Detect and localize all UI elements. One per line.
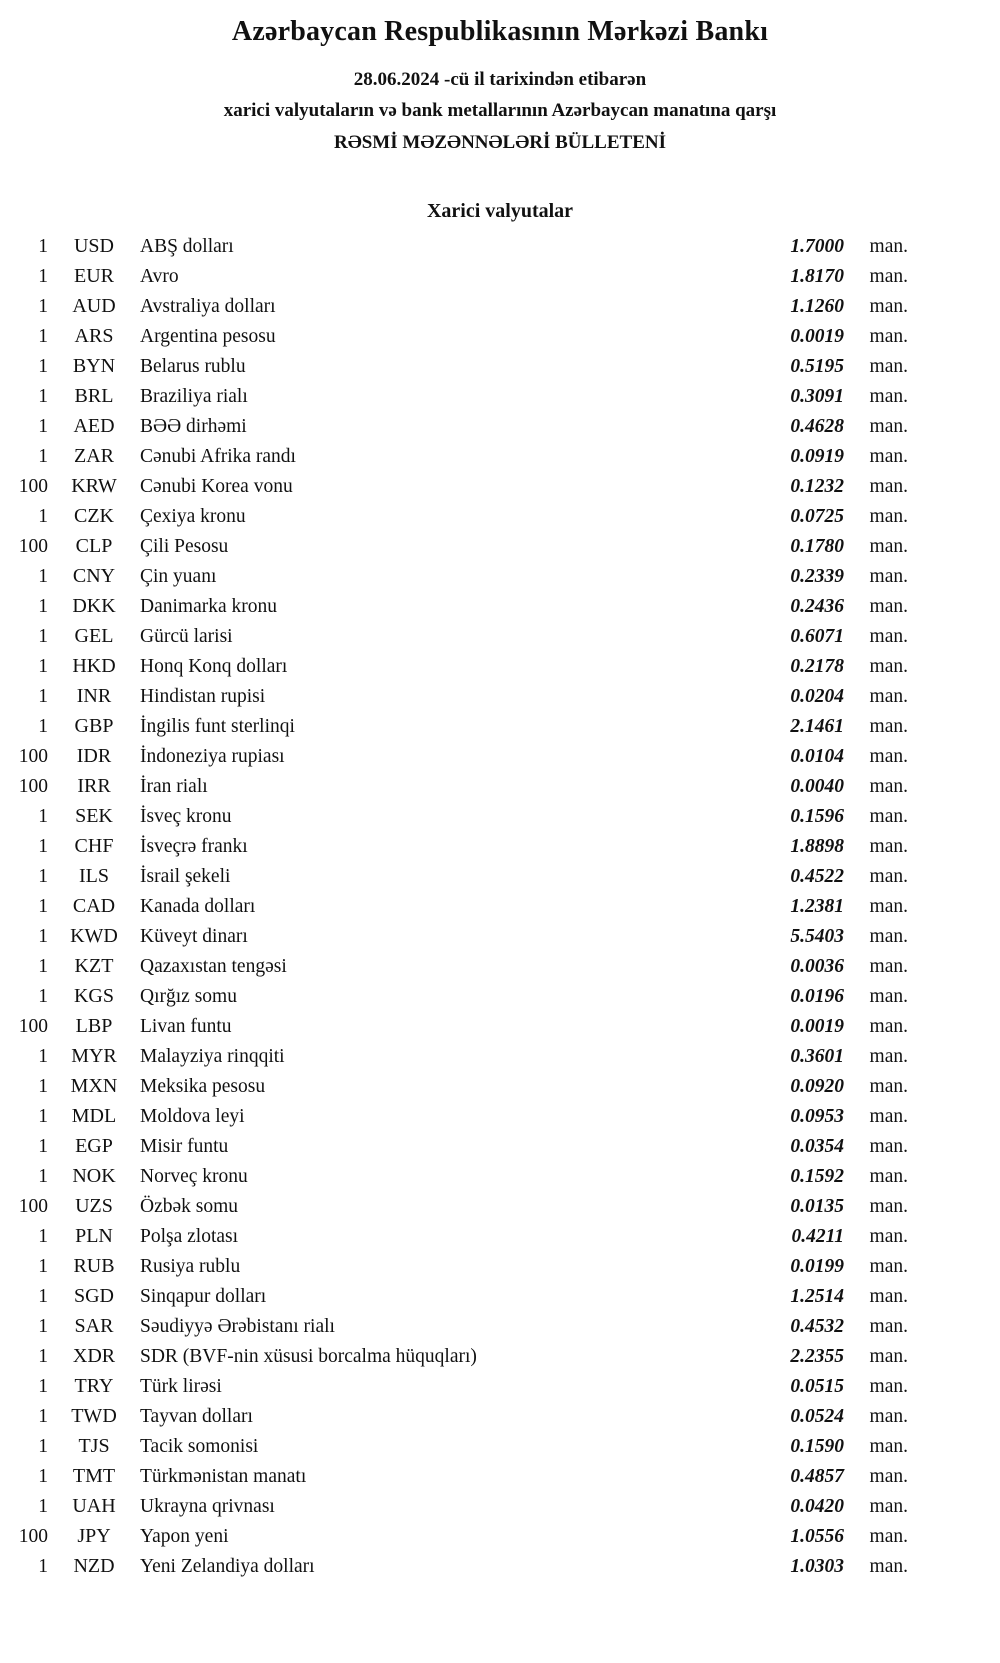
section-title-foreign-currencies: Xarici valyutalar [426,200,574,223]
table-row [6,1041,908,1071]
table-row [6,1401,908,1431]
table-row [6,1101,908,1131]
nominal-cell: 100 [18,536,48,558]
currency-code-cell: TJS [78,1435,110,1458]
rate-cell: 0.0919 [790,446,844,468]
currency-name-cell: Yeni Zelandiya dolları [140,1556,315,1578]
table-row [6,741,908,771]
rate-cell: 0.4211 [791,1226,844,1248]
unit-cell: man. [869,506,908,528]
currency-code-cell: NZD [73,1555,115,1578]
nominal-cell: 100 [18,776,48,798]
currency-name-cell: Qırğız somu [140,986,237,1008]
table-row [6,771,908,801]
currency-code-cell: UZS [75,1195,113,1218]
currency-code-cell: MYR [71,1045,117,1068]
unit-cell: man. [869,1166,908,1188]
unit-cell: man. [869,356,908,378]
rate-cell: 0.3601 [790,1046,844,1068]
currency-code-cell: KRW [71,475,117,498]
currency-code-cell: AED [73,415,115,438]
unit-cell: man. [869,776,908,798]
unit-cell: man. [869,986,908,1008]
table-row [6,501,908,531]
table-row [6,1281,908,1311]
currency-code-cell: ARS [74,325,114,348]
table-row [6,681,908,711]
currency-name-cell: Tayvan dolları [140,1406,253,1428]
table-row [6,1161,908,1191]
nominal-cell: 1 [38,1406,48,1428]
unit-cell: man. [869,746,908,768]
currency-name-cell: Türk lirəsi [140,1376,222,1398]
currency-name-cell: Gürcü larisi [140,626,233,648]
unit-cell: man. [869,1046,908,1068]
currency-name-cell: Çin yuanı [140,566,217,588]
currency-name-cell: İndoneziya rupiası [140,746,285,768]
unit-cell: man. [869,1466,908,1488]
currency-code-cell: SAR [74,1315,114,1338]
nominal-cell: 1 [38,656,48,678]
unit-cell: man. [869,866,908,888]
currency-name-cell: İsrail şekeli [140,866,231,888]
currency-name-cell: Kanada dolları [140,896,256,918]
unit-cell: man. [869,716,908,738]
table-row [6,651,908,681]
nominal-cell: 1 [38,956,48,978]
rate-cell: 1.8170 [790,266,844,288]
currency-name-cell: Səudiyyə Ərəbistanı rialı [140,1316,335,1338]
rate-cell: 1.2514 [790,1286,844,1308]
table-row [6,1551,908,1581]
unit-cell: man. [869,1076,908,1098]
currency-code-cell: MDL [71,1105,117,1128]
currency-name-cell: Danimarka kronu [140,596,277,618]
rate-cell: 0.1592 [790,1166,844,1188]
table-row [6,1011,908,1041]
nominal-cell: 1 [38,296,48,318]
currency-name-cell: Honq Konq dolları [140,656,288,678]
nominal-cell: 1 [38,896,48,918]
table-row [6,1131,908,1161]
nominal-cell: 1 [38,1346,48,1368]
rate-cell: 0.0354 [790,1136,844,1158]
rate-cell: 0.0953 [790,1106,844,1128]
rate-cell: 1.1260 [790,296,844,318]
unit-cell: man. [869,1346,908,1368]
table-row [6,411,908,441]
nominal-cell: 1 [38,1466,48,1488]
nominal-cell: 100 [18,476,48,498]
currency-code-cell: CLP [75,535,113,558]
currency-code-cell: CAD [72,895,116,918]
table-row [6,831,908,861]
currency-name-cell: Çexiya kronu [140,506,246,528]
rate-cell: 0.0920 [790,1076,844,1098]
nominal-cell: 1 [38,416,48,438]
currency-name-cell: Avro [140,266,179,288]
table-row [6,861,908,891]
currency-code-cell: TWD [71,1405,117,1428]
rate-cell: 0.1590 [790,1436,844,1458]
unit-cell: man. [869,1406,908,1428]
currency-name-cell: Moldova leyi [140,1106,245,1128]
currency-name-cell: Ukrayna qrivnası [140,1496,275,1518]
bulletin-header [0,16,1000,158]
currency-code-cell: XDR [72,1345,116,1368]
rate-cell: 2.1461 [790,716,844,738]
currency-name-cell: Livan funtu [140,1016,232,1038]
unit-cell: man. [869,626,908,648]
unit-cell: man. [869,476,908,498]
table-row [6,1461,908,1491]
rate-cell: 0.0040 [790,776,844,798]
nominal-cell: 1 [38,446,48,468]
nominal-cell: 1 [38,866,48,888]
nominal-cell: 1 [38,1286,48,1308]
table-row [6,261,908,291]
nominal-cell: 1 [38,1556,48,1578]
currency-code-cell: GEL [74,625,114,648]
unit-cell: man. [869,596,908,618]
currency-code-cell: SGD [73,1285,114,1308]
nominal-cell: 1 [38,1256,48,1278]
currency-code-cell: AUD [72,295,116,318]
unit-cell: man. [869,236,908,258]
rate-cell: 0.1780 [790,536,844,558]
unit-cell: man. [869,896,908,918]
nominal-cell: 100 [18,746,48,768]
table-row [6,471,908,501]
rate-cell: 1.8898 [790,836,844,858]
unit-cell: man. [869,836,908,858]
currency-code-cell: KGS [73,985,114,1008]
unit-cell: man. [869,806,908,828]
currency-name-cell: Qazaxıstan tengəsi [140,956,287,978]
currency-name-cell: Küveyt dinarı [140,926,248,948]
rate-cell: 0.1232 [790,476,844,498]
unit-cell: man. [869,446,908,468]
currency-name-cell: SDR (BVF-nin xüsusi borcalma hüquqları) [140,1346,477,1368]
table-row [6,381,908,411]
currency-name-cell: İsveçrə frankı [140,836,248,858]
rate-cell: 0.2436 [790,596,844,618]
nominal-cell: 1 [38,626,48,648]
nominal-cell: 1 [38,1376,48,1398]
table-row [6,321,908,351]
table-row [6,591,908,621]
rate-cell: 1.7000 [790,236,844,258]
rate-cell: 0.4532 [790,1316,844,1338]
unit-cell: man. [869,1286,908,1308]
rate-cell: 0.0515 [790,1376,844,1398]
nominal-cell: 1 [38,1496,48,1518]
table-row [6,1371,908,1401]
nominal-cell: 1 [38,386,48,408]
currency-name-cell: Misir funtu [140,1136,229,1158]
unit-cell: man. [869,1256,908,1278]
currency-code-cell: GBP [74,715,114,738]
table-row [6,1221,908,1251]
currency-code-cell: HKD [72,655,116,678]
nominal-cell: 1 [38,566,48,588]
currency-name-cell: Sinqapur dolları [140,1286,267,1308]
rate-cell: 0.6071 [790,626,844,648]
currency-name-cell: ABŞ dolları [140,236,234,258]
currency-name-cell: Meksika pesosu [140,1076,266,1098]
unit-cell: man. [869,1436,908,1458]
table-row [6,1311,908,1341]
currency-name-cell: Polşa zlotası [140,1226,239,1248]
nominal-cell: 1 [38,266,48,288]
rate-cell: 1.0556 [790,1526,844,1548]
currency-name-cell: Norveç kronu [140,1166,248,1188]
currency-name-cell: Özbək somu [140,1196,239,1218]
currency-code-cell: KZT [74,955,114,978]
nominal-cell: 100 [18,1526,48,1548]
currency-code-cell: USD [73,235,114,258]
table-row [6,921,908,951]
table-row [6,1431,908,1461]
nominal-cell: 1 [38,806,48,828]
unit-cell: man. [869,416,908,438]
nominal-cell: 1 [38,236,48,258]
currency-code-cell: KWD [70,925,118,948]
rate-cell: 0.0019 [790,326,844,348]
currency-code-cell: INR [76,685,112,708]
unit-cell: man. [869,326,908,348]
nominal-cell: 1 [38,1316,48,1338]
currency-code-cell: EUR [74,265,114,288]
table-row [6,951,908,981]
unit-cell: man. [869,1106,908,1128]
table-row [6,351,908,381]
unit-cell: man. [869,1556,908,1578]
currency-name-cell: Cənubi Afrika randı [140,446,296,468]
currency-name-cell: Türkmənistan manatı [140,1466,307,1488]
effective-date-line: 28.06.2024 -cü il tarixindən etibarən [353,69,647,90]
currency-name-cell: İsveç kronu [140,806,232,828]
unit-cell: man. [869,926,908,948]
table-row [6,231,908,261]
rate-cell: 1.2381 [790,896,844,918]
rate-cell: 0.0420 [790,1496,844,1518]
nominal-cell: 1 [38,836,48,858]
nominal-cell: 1 [38,1166,48,1188]
currency-code-cell: CZK [74,505,114,528]
table-row [6,981,908,1011]
nominal-cell: 100 [18,1196,48,1218]
currency-code-cell: ZAR [74,445,114,468]
currency-name-cell: İngilis funt sterlinqi [140,716,295,738]
rate-cell: 0.5195 [790,356,844,378]
currency-code-cell: IDR [76,745,112,768]
nominal-cell: 1 [38,1136,48,1158]
table-row [6,801,908,831]
unit-cell: man. [869,296,908,318]
currency-name-cell: Çili Pesosu [140,536,229,558]
table-row [6,891,908,921]
table-row [6,1521,908,1551]
currency-code-cell: TRY [74,1375,114,1398]
nominal-cell: 1 [38,1436,48,1458]
table-row [6,291,908,321]
unit-cell: man. [869,386,908,408]
currency-name-cell: Yapon yeni [140,1526,229,1548]
rate-cell: 0.0524 [790,1406,844,1428]
currency-code-cell: TMT [72,1465,116,1488]
table-row [6,1251,908,1281]
unit-cell: man. [869,1376,908,1398]
currency-code-cell: CNY [72,565,116,588]
unit-cell: man. [869,1496,908,1518]
nominal-cell: 1 [38,986,48,1008]
currency-name-cell: Cənubi Korea vonu [140,476,293,498]
nominal-cell: 1 [38,1046,48,1068]
nominal-cell: 1 [38,506,48,528]
nominal-cell: 1 [38,1106,48,1128]
rate-cell: 0.0036 [790,956,844,978]
rate-cell: 0.4628 [790,416,844,438]
nominal-cell: 1 [38,1076,48,1098]
rate-cell: 0.3091 [790,386,844,408]
unit-cell: man. [869,566,908,588]
rate-cell: 0.0725 [790,506,844,528]
nominal-cell: 1 [38,596,48,618]
table-row [6,711,908,741]
nominal-cell: 1 [38,326,48,348]
currency-code-cell: SEK [75,805,113,828]
rate-cell: 0.1596 [790,806,844,828]
unit-cell: man. [869,656,908,678]
nominal-cell: 1 [38,1226,48,1248]
rate-cell: 0.0104 [790,746,844,768]
unit-cell: man. [869,1136,908,1158]
unit-cell: man. [869,1226,908,1248]
unit-cell: man. [869,536,908,558]
rate-cell: 1.0303 [790,1556,844,1578]
unit-cell: man. [869,1016,908,1038]
currency-code-cell: BRL [74,385,114,408]
currency-code-cell: PLN [75,1225,113,1248]
table-row [6,561,908,591]
currency-code-cell: JPY [77,1525,111,1548]
currency-name-cell: Hindistan rupisi [140,686,266,708]
rate-cell: 0.4857 [790,1466,844,1488]
unit-cell: man. [869,1196,908,1218]
rate-cell: 0.4522 [790,866,844,888]
table-row [6,441,908,471]
currency-name-cell: Avstraliya dolları [140,296,276,318]
table-row [6,1191,908,1221]
nominal-cell: 1 [38,716,48,738]
unit-cell: man. [869,1316,908,1338]
currency-code-cell: ILS [79,865,109,888]
table-row [6,531,908,561]
table-row [6,1341,908,1371]
rate-cell: 0.2339 [790,566,844,588]
nominal-cell: 1 [38,686,48,708]
currency-code-cell: LBP [75,1015,113,1038]
currency-name-cell: BƏƏ dirhəmi [140,416,247,438]
currency-name-cell: Braziliya rialı [140,386,248,408]
table-row [6,1491,908,1521]
nominal-cell: 1 [38,356,48,378]
rate-cell: 0.0196 [790,986,844,1008]
unit-cell: man. [869,1526,908,1548]
page-title: Azərbaycan Respublikasının Mərkəzi Bankı [231,16,769,47]
currency-name-cell: İran rialı [140,776,208,798]
currency-code-cell: UAH [72,1495,116,1518]
currency-name-cell: Tacik somonisi [140,1436,259,1458]
currency-code-cell: RUB [73,1255,115,1278]
currency-code-cell: CHF [74,835,114,858]
rate-cell: 0.2178 [790,656,844,678]
currency-name-cell: Belarus rublu [140,356,246,378]
nominal-cell: 100 [18,1016,48,1038]
exchange-rates-table [0,231,1000,1581]
subtitle-line-2: RƏSMİ MƏZƏNNƏLƏRİ BÜLLETENİ [333,131,666,153]
table-row [6,1071,908,1101]
currency-name-cell: Argentina pesosu [140,326,276,348]
currency-name-cell: Malayziya rinqqiti [140,1046,285,1068]
nominal-cell: 1 [38,926,48,948]
rate-cell: 0.0199 [790,1256,844,1278]
unit-cell: man. [869,956,908,978]
currency-code-cell: BYN [72,355,116,378]
rate-cell: 0.0204 [790,686,844,708]
table-row [6,621,908,651]
unit-cell: man. [869,266,908,288]
currency-code-cell: IRR [77,775,111,798]
rate-cell: 0.0135 [790,1196,844,1218]
currency-code-cell: DKK [72,595,116,618]
currency-code-cell: NOK [72,1165,116,1188]
rate-cell: 0.0019 [790,1016,844,1038]
currency-code-cell: MXN [70,1075,118,1098]
unit-cell: man. [869,686,908,708]
rate-cell: 2.2355 [790,1346,844,1368]
currency-code-cell: EGP [75,1135,113,1158]
rate-cell: 5.5403 [790,926,844,948]
currency-name-cell: Rusiya rublu [140,1256,241,1278]
subtitle-line-1: xarici valyutaların və bank metallarının Azərbaycan manatına qarşı [223,100,777,122]
